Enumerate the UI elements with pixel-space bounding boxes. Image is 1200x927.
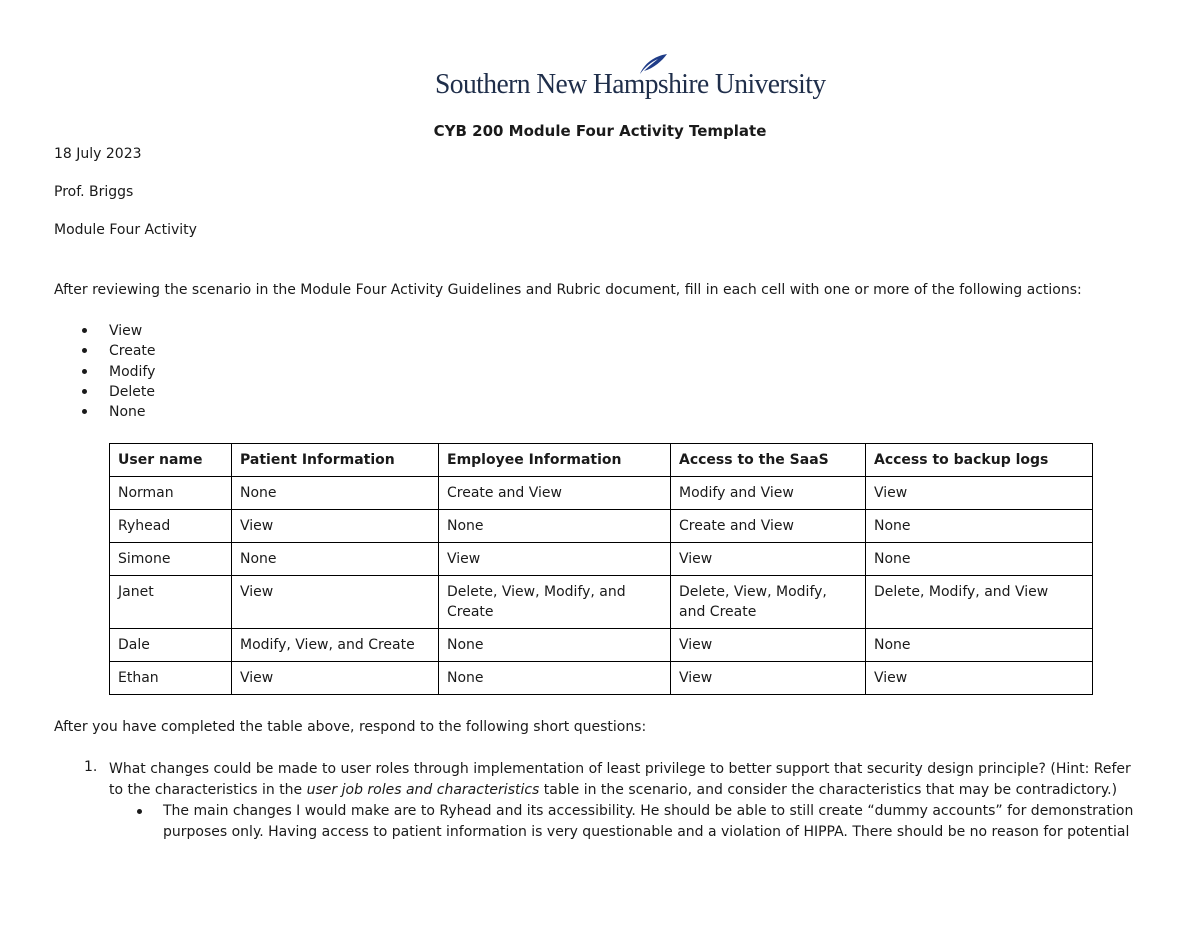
table-cell: View <box>232 576 439 629</box>
table-cell: Modify, View, and Create <box>232 629 439 662</box>
after-table-paragraph: After you have completed the table above, respond to the following short questions: <box>54 719 647 735</box>
header-cell: Employee Information <box>439 444 671 477</box>
table-cell: View <box>232 662 439 695</box>
table-cell: Delete, View, Modify, and Create <box>671 576 866 629</box>
header-cell: Patient Information <box>232 444 439 477</box>
table-cell: View <box>671 662 866 695</box>
table-cell: View <box>439 543 671 576</box>
table-cell: Janet <box>110 576 232 629</box>
list-item: None <box>54 402 156 422</box>
document-title: CYB 200 Module Four Activity Template <box>433 122 767 140</box>
table-cell: None <box>866 629 1093 662</box>
document-date: 18 July 2023 <box>54 146 142 162</box>
logo-wordmark: Southern New Hampshire University <box>435 68 826 100</box>
table-cell: None <box>232 543 439 576</box>
assignment-name: Module Four Activity <box>54 222 197 238</box>
questions-list <box>54 759 1144 843</box>
question-number: 1. <box>84 759 98 775</box>
table-cell: Create and View <box>671 510 866 543</box>
university-logo <box>435 52 826 104</box>
table-cell: View <box>671 629 866 662</box>
professor-name: Prof. Briggs <box>54 184 134 200</box>
table-cell: Modify and View <box>671 477 866 510</box>
table-cell: None <box>439 510 671 543</box>
table-row <box>110 662 1093 695</box>
list-item: View <box>54 321 156 341</box>
table-cell: Norman <box>110 477 232 510</box>
question-text <box>109 759 1144 801</box>
table-row <box>110 576 1093 629</box>
leaf-icon <box>638 52 668 76</box>
table-cell: Delete, Modify, and View <box>866 576 1093 629</box>
header-cell: Access to backup logs <box>866 444 1093 477</box>
table-cell: View <box>671 543 866 576</box>
table-header-row <box>110 444 1093 477</box>
intro-paragraph: After reviewing the scenario in the Module Four Activity Guidelines and Rubric document, fill in each cell with one or more of the following actions: <box>54 282 1082 298</box>
table-cell: None <box>866 510 1093 543</box>
header-cell: User name <box>110 444 232 477</box>
question-text-italic: user job roles and characteristics <box>306 782 540 798</box>
table-cell: None <box>439 629 671 662</box>
header-cell: Access to the SaaS <box>671 444 866 477</box>
question-text-part: table in the scenario, and consider the characteristics that may be contradictory.) <box>539 782 1118 798</box>
list-item: Create <box>54 341 156 361</box>
table-cell: None <box>232 477 439 510</box>
table-cell: View <box>866 477 1093 510</box>
table-cell: None <box>866 543 1093 576</box>
answer-bullet: The main changes I would make are to Ryhead and its accessibility. He should be able to still create “dummy accounts” for demonstration purposes only. Having access to patient information is very questionable and a violation of HIPPA. There should be no reason for potential <box>163 801 1144 843</box>
table-cell: View <box>866 662 1093 695</box>
table-cell: View <box>232 510 439 543</box>
table-cell: Delete, View, Modify, and Create <box>439 576 671 629</box>
table-cell: Create and View <box>439 477 671 510</box>
table-cell: None <box>439 662 671 695</box>
table-row <box>110 543 1093 576</box>
table-row <box>110 510 1093 543</box>
table-cell: Ryhead <box>110 510 232 543</box>
list-item: Modify <box>54 362 156 382</box>
table-cell: Simone <box>110 543 232 576</box>
permissions-table <box>109 443 1093 695</box>
table-row <box>110 477 1093 510</box>
actions-list <box>54 321 156 422</box>
list-item: Delete <box>54 382 156 402</box>
table-row <box>110 629 1093 662</box>
table-cell: Dale <box>110 629 232 662</box>
table-cell: Ethan <box>110 662 232 695</box>
question-text-part: What changes could be made to user roles through implementation of least privilege to better support that security design principle? (Hint: Refer to the characteristics in the <box>109 761 1131 798</box>
